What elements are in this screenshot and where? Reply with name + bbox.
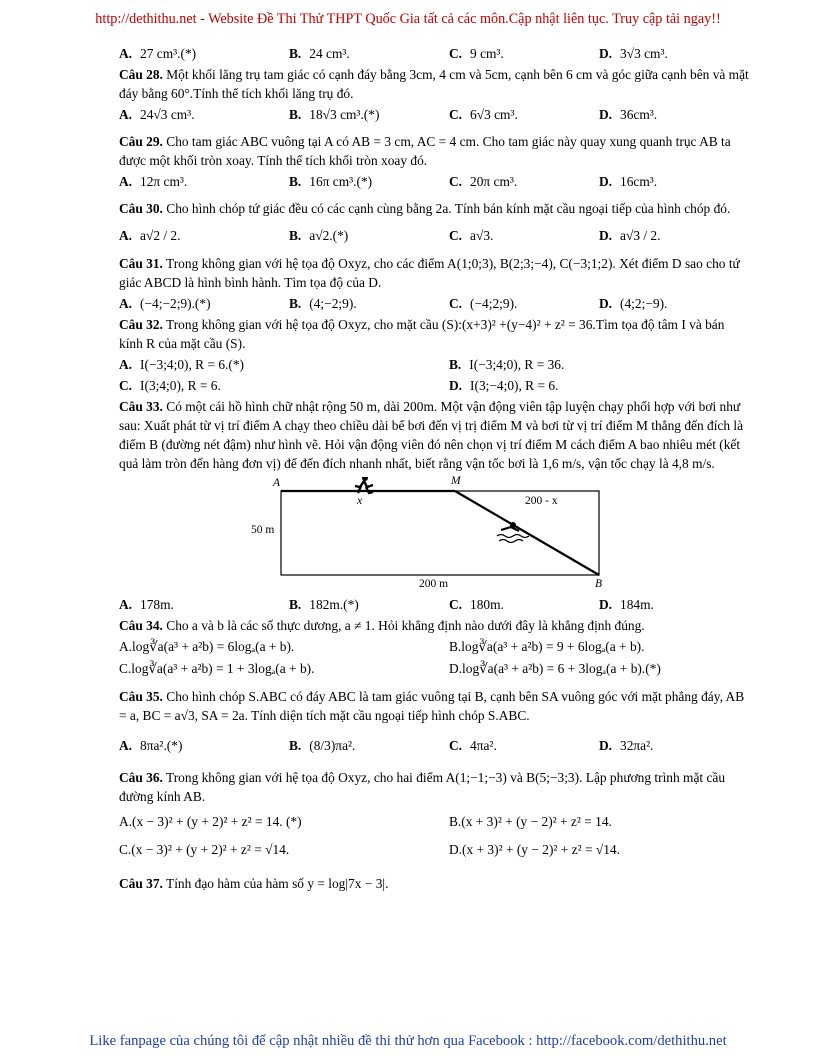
point-m-label: M	[451, 475, 461, 488]
q36-options-row2: C.(x − 3)² + (y + 2)² + z² = √14. D.(x + 3)² + (y − 2)² + z² = √14.	[119, 841, 620, 857]
q33-option-d: 184m.	[620, 597, 654, 613]
q33-stem: Câu 33. Có một cái hồ hình chữ nhật rộng 50 m, dài 200m. Một vận động viên tập luyện chạy phối hợp với bơi như sau: Xuất phát từ vị trí điểm A chạy theo chiều dài bể bơi đến vị trị điểm M và bơi từ vị trí điểm M thẳng đến đích là điểm B (đường nét đậm) như hình vẽ. Hỏi vận động viên đó nên chọn vị trí điểm M cách điểm A bao nhiêu mét (kết quả làm tròn đến hàng đơn vị) để đến đích nhanh nhất, biết rằng vận tốc bơi là 1,6 m/s, vận tốc chạy là 4,8 m/s.	[119, 399, 744, 472]
q36-option-c: (x − 3)² + (y + 2)² + z² = √14.	[131, 841, 290, 857]
q30-option-c: a√3.	[470, 228, 494, 244]
q34-option-b: log∛a(a³ + a²b) = 9 + 6logₐ(a + b).	[461, 639, 645, 655]
q32-options-row1: A. I(−3;4;0), R = 6.(*) B. I(−3;4;0), R = 36.	[119, 357, 565, 373]
q27-option-c: 9 cm³.	[470, 46, 504, 61]
q27-option-b: 24 cm³.	[309, 46, 350, 61]
q29-option-b: 16π cm³.(*)	[309, 174, 373, 190]
q34-option-d: log∛a(a³ + a²b) = 6 + 3logₐ(a + b).(*)	[462, 661, 661, 677]
q28-options: A. 24√3 cm³. B. 18√3 cm³.(*) C. 6√3 cm³. D. 36cm³.	[119, 107, 658, 123]
exam-body	[119, 42, 751, 893]
q28-option-c: 6√3 cm³.	[470, 107, 518, 123]
q32-option-c: I(3;4;0), R = 6.	[140, 378, 221, 394]
q29-options: A. 12π cm³. B. 16π cm³.(*) C. 20π cm³. D. 16cm³.	[119, 174, 658, 190]
q31-stem: Câu 31. Trong không gian với hệ tọa độ Oxyz, cho các điểm A(1;0;3), B(2;3;−4), C(−3;1;2). Xét điểm D sao cho tứ giác ABCD là hình bình hành. Tìm tọa độ của D.	[119, 256, 740, 291]
q29-option-a: 12π cm³.	[140, 174, 188, 190]
point-a-label: A	[273, 477, 281, 490]
q30-option-b: a√2.(*)	[309, 228, 349, 244]
q28-option-d: 36cm³.	[620, 107, 658, 123]
pool-figure	[119, 477, 751, 589]
q27-option-a: 27 cm³.(*)	[140, 46, 197, 61]
q30-stem: Câu 30. Cho hình chóp tứ giác đều có các cạnh cùng bằng 2a. Tính bán kính mặt cầu ngoại tiếp của hình chóp đó.	[119, 201, 731, 217]
width-label: 50 m	[251, 524, 275, 537]
q32-options-row2: C. I(3;4;0), R = 6. D. I(3;−4;0), R = 6.	[119, 378, 559, 394]
q32-stem: Câu 32. Trong không gian với hệ tọa độ Oxyz, cho mặt cầu (S):(x+3)² +(y−4)² + z² = 36.Tìm tọa độ tâm I và bán kính R của mặt cầu (S).	[119, 317, 725, 352]
point-b-label: B	[595, 578, 603, 591]
pool-diagram	[119, 477, 751, 589]
q30-options: A. a√2 / 2. B. a√2.(*) C. a√3. D. a√3 / 2.	[119, 228, 661, 244]
q36-stem: Câu 36. Trong không gian với hệ tọa độ Oxyz, cho hai điểm A(1;−1;−3) và B(5;−3;3). Lập phương trình mặt cầu đường kính AB.	[119, 769, 726, 804]
q31-option-a: (−4;−2;9).(*)	[140, 296, 211, 312]
q30-option-d: a√3 / 2.	[620, 228, 661, 244]
page-footer[interactable]: Like fanpage của chúng tôi để cập nhật nhiều đề thi thử hơn qua Facebook : http://facebook.com/dethithu.net	[89, 1033, 727, 1049]
q32-option-d: I(3;−4;0), R = 6.	[470, 378, 559, 394]
q30-option-a: a√2 / 2.	[140, 228, 181, 244]
q27-options: A. 27 cm³.(*) B. 24 cm³. C. 9 cm³. D. 3√3 cm³.	[119, 46, 668, 61]
q29-option-d: 16cm³.	[620, 174, 658, 190]
q34-options-row1: A.log∛a(a³ + a²b) = 6logₐ(a + b). B.log∛a(a³ + a²b) = 9 + 6logₐ(a + b).	[119, 639, 645, 655]
q34-option-c: log∛a(a³ + a²b) = 1 + 3logₐ(a + b).	[131, 661, 315, 677]
q35-stem: Câu 35. Cho hình chóp S.ABC có đáy ABC là tam giác vuông tại B, cạnh bên SA vuông góc với mặt phẳng đáy, AB = a, BC = a√3, SA = 2a. Tính diện tích mặt cầu ngoại tiếp hình chóp S.ABC.	[119, 689, 745, 724]
q31-options: A. (−4;−2;9).(*) B. (4;−2;9). C. (−4;2;9). D. (4;2;−9).	[119, 296, 668, 312]
q35-option-d: 32πa².	[620, 737, 654, 753]
q33-option-a: 178m.	[140, 597, 174, 613]
segment-x-label: x	[357, 495, 363, 508]
q36-option-b: (x + 3)² + (y − 2)² + z² = 14.	[461, 813, 612, 829]
q34-option-a: log∛a(a³ + a²b) = 6logₐ(a + b).	[132, 639, 295, 655]
q35-option-a: 8πa².(*)	[140, 737, 183, 753]
q35-option-c: 4πa².	[470, 737, 497, 753]
q36-options-row1: A.(x − 3)² + (y + 2)² + z² = 14. (*) B.(x + 3)² + (y − 2)² + z² = 14.	[119, 813, 612, 829]
q31-option-b: (4;−2;9).	[309, 296, 357, 312]
q28-option-a: 24√3 cm³.	[140, 107, 195, 123]
q35-options: A. 8πa².(*) B. (8/3)πa². C. 4πa². D. 32πa².	[119, 737, 654, 753]
q31-option-c: (−4;2;9).	[470, 296, 518, 312]
q33-option-b: 182m.(*)	[309, 597, 359, 613]
q34-options-row2: C.log∛a(a³ + a²b) = 1 + 3logₐ(a + b). D.log∛a(a³ + a²b) = 6 + 3logₐ(a + b).(*)	[119, 661, 661, 677]
q36-option-a: (x − 3)² + (y + 2)² + z² = 14. (*)	[132, 813, 302, 829]
q34-stem: Câu 34. Cho a và b là các số thực dương, a ≠ 1. Hỏi khẳng định nào dưới đây là khẳng định đúng.	[119, 618, 645, 634]
q33-options: A. 178m. B. 182m.(*) C. 180m. D. 184m.	[119, 597, 654, 613]
q32-option-a: I(−3;4;0), R = 6.(*)	[140, 357, 245, 373]
q31-option-d: (4;2;−9).	[620, 296, 668, 312]
q28-stem: Câu 28. Một khối lăng trụ tam giác có cạnh đáy bằng 3cm, 4 cm và 5cm, cạnh bên 6 cm và góc giữa cạnh bên và mặt đáy bằng 60°.Tính thể tích khối lăng trụ đó.	[119, 67, 749, 102]
q33-option-c: 180m.	[470, 597, 504, 613]
q29-option-c: 20π cm³.	[470, 174, 518, 190]
segment-rest-label: 200 - x	[525, 495, 558, 508]
q35-option-b: (8/3)πa².	[309, 737, 356, 753]
length-label: 200 m	[419, 578, 449, 591]
page-header[interactable]: http://dethithu.net - Website Đề Thi Thử THPT Quốc Gia tất cả các môn.Cập nhật liên tục. Truy cập tải ngay!!	[95, 11, 721, 27]
q28-option-b: 18√3 cm³.(*)	[309, 107, 380, 123]
q27-option-d: 3√3 cm³.	[620, 46, 668, 61]
q36-option-d: (x + 3)² + (y − 2)² + z² = √14.	[462, 841, 620, 857]
q29-stem: Câu 29. Cho tam giác ABC vuông tại A có AB = 3 cm, AC = 4 cm. Cho tam giác này quay xung quanh trục AB ta được một khối tròn xoay. Tính thể tích khối tròn xoay đó.	[119, 134, 731, 169]
q32-option-b: I(−3;4;0), R = 36.	[469, 357, 565, 373]
q37-stem: Câu 37. Tính đạo hàm của hàm số y = log|7x − 3|.	[119, 875, 389, 891]
